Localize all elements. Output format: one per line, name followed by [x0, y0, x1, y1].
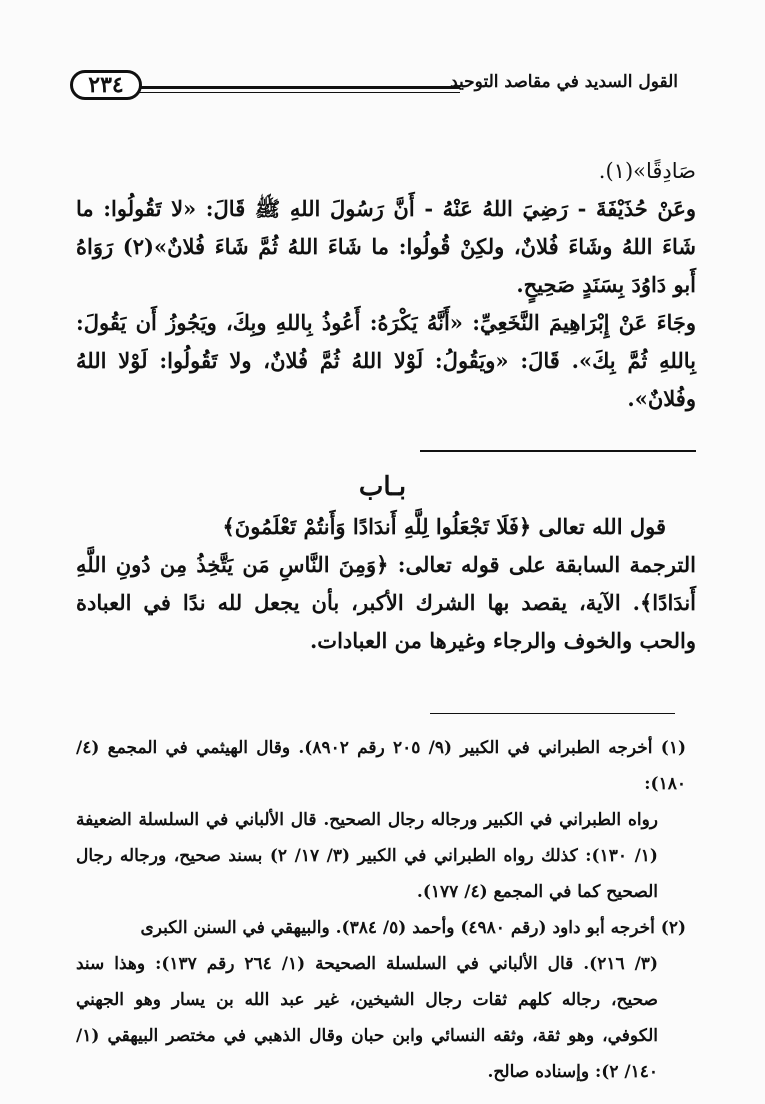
chapter-verse: قول الله تعالى ﴿فَلَا تَجْعَلُوا لِلَّهِ أَندَادًا وَأَنتُمْ تَعْلَمُونَ﴾	[222, 514, 666, 539]
page-header	[70, 62, 692, 106]
nakhai-paragraph: وجَاءَ عَنْ إِبْرَاهِيمَ النَّخَعِيِّ: «أَنَّهُ يَكْرَهُ: أَعُوذُ بِاللهِ وبِكَ، ويَجُوزُ أَن يَقُولَ: بِاللهِ ثُمَّ بِكَ». قَالَ: «ويَقُولُ: لَوْلا اللهُ ثُمَّ فُلانٌ، ولا تَقُولُوا: لَوْلا اللهُ وفُلانٌ».	[76, 310, 696, 411]
chapter-paragraph: الترجمة السابقة على قوله تعالى: ﴿وَمِنَ النَّاسِ مَن يَتَّخِذُ مِن دُونِ اللَّهِ أَندَادًا﴾. الآية، يقصد بها الشرك الأكبر، بأن يجعل لله ندًا في العبادة والحب والخوف والرجاء وغيرها من العبادات.	[76, 552, 696, 653]
chapter-heading: بـاب	[358, 472, 407, 502]
footnote-2-continuation: (٣/ ٢١٦). قال الألباني في السلسلة الصحيحة (١/ ٢٦٤ رقم ١٣٧): وهذا سند صحيح، رجاله كلهم ثقات رجال الشيخين، غير عبد الله بن يسار وهو الجهني الكوفي، وهو ثقة، وثقه النسائي وابن حبان وقال الذهبي في مختصر البيهقي (١/ ١٤٠/ ٢): وإسناده صالح.	[76, 954, 658, 1082]
continuation-line: صَادِقًا»(١).	[598, 159, 696, 183]
footnote-1-first-line: (١) أخرجه الطبراني في الكبير (٩/ ٢٠٥ رقم ٨٩٠٢). وقال الهيثمي في المجمع (٤/ ١٨٠):	[76, 738, 686, 794]
chapter-text	[76, 508, 696, 660]
section-divider	[420, 450, 696, 452]
running-title: القول السديد في مقاصد التوحيد	[450, 72, 678, 92]
hadith-paragraph: وعَنْ حُذَيْفَةَ - رَضِيَ اللهُ عَنْهُ - أَنَّ رَسُولَ اللهِ ﷺ قَالَ: «لا تَقُولُوا: ما شَاءَ اللهُ وشَاءَ فُلانٌ، ولكِنْ قُولُوا: ما شَاءَ اللهُ ثُمَّ شَاءَ فُلانٌ»(٢) رَوَاهُ أَبو دَاوُدَ بِسَنَدٍ صَحِيحٍ.	[76, 196, 696, 297]
main-text-top	[76, 152, 696, 418]
footnote-divider	[430, 713, 675, 714]
footnote-2-first-line: (٢) أخرجه أبو داود (رقم ٤٩٨٠) وأحمد (٥/ ٣٨٤). والبيهقي في السنن الكبرى	[140, 918, 686, 938]
footnotes	[76, 730, 686, 1090]
footnote-1-continuation: رواه الطبراني في الكبير ورجاله رجال الصحيح. قال الألباني في السلسلة الضعيفة (١/ ١٣٠): كذلك رواه الطبراني في الكبير (٣/ ١٧/ ٢) بسند صحيح، ورجاله رجال الصحيح كما في المجمع (٤/ ١٧٧).	[76, 810, 658, 902]
page-number: ٢٣٤	[70, 70, 142, 100]
